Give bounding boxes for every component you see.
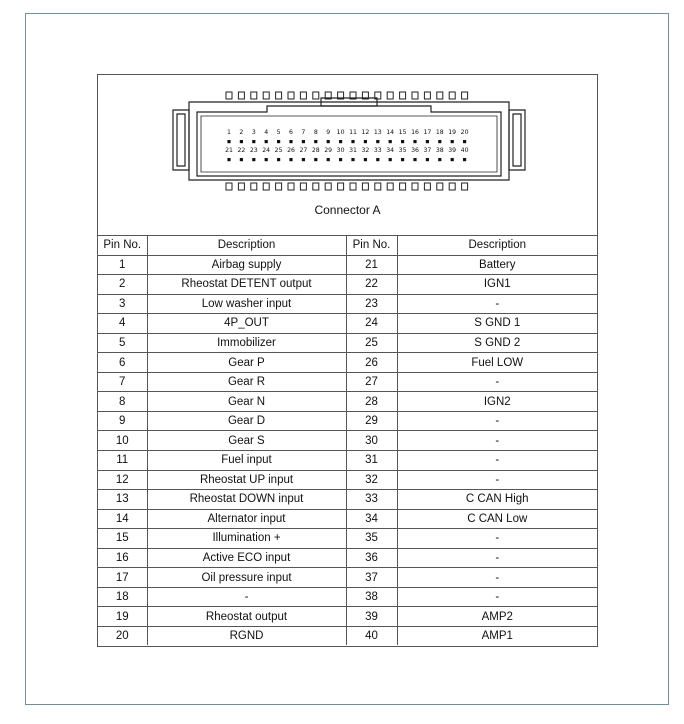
connector-tooth <box>263 92 269 99</box>
pin-dot <box>227 140 230 143</box>
connector-tooth <box>412 92 418 99</box>
connector-tooth <box>437 183 443 190</box>
pin-number-label: 7 <box>301 129 306 136</box>
pin-dot <box>389 140 392 143</box>
pin-description: Airbag supply <box>147 255 346 275</box>
table-row <box>98 392 597 412</box>
connector-tooth <box>276 183 282 190</box>
pin-dot <box>327 140 330 143</box>
table-row <box>98 529 597 549</box>
table-row <box>98 451 597 471</box>
pin-dot <box>314 140 317 143</box>
connector-tooth <box>300 92 306 99</box>
pin-description: Gear D <box>147 411 346 431</box>
pin-dot <box>240 158 243 161</box>
pin-dot <box>289 158 292 161</box>
connector-tooth <box>387 92 393 99</box>
connector-tooth <box>300 183 306 190</box>
pin-number: 13 <box>98 490 147 510</box>
pin-number: 28 <box>346 392 397 412</box>
pin-description: AMP1 <box>397 626 597 645</box>
connector-tooth <box>449 92 455 99</box>
header-description: Description <box>147 236 346 256</box>
pin-number: 12 <box>98 470 147 490</box>
table-row <box>98 607 597 627</box>
pin-number: 16 <box>98 548 147 568</box>
pin-dot <box>314 158 317 161</box>
pin-number-label: 6 <box>289 129 293 136</box>
pin-description: Rheostat DETENT output <box>147 275 346 295</box>
connector-tooth <box>325 183 331 190</box>
pin-description: C CAN High <box>397 490 597 510</box>
pin-number-label: 4 <box>264 129 269 136</box>
pin-description: - <box>397 451 597 471</box>
pin-number-label: 12 <box>361 129 370 136</box>
pin-number: 15 <box>98 529 147 549</box>
pin-number-label: 34 <box>386 147 395 154</box>
pin-dot <box>302 158 305 161</box>
pin-number: 2 <box>98 275 147 295</box>
table-row <box>98 431 597 451</box>
pin-dot <box>364 158 367 161</box>
connector-tooth <box>375 183 381 190</box>
pin-description: - <box>397 470 597 490</box>
pin-dot <box>265 158 268 161</box>
pin-dot <box>364 140 367 143</box>
connector-tooth <box>400 183 406 190</box>
pin-number: 36 <box>346 548 397 568</box>
pin-number-label: 17 <box>423 129 432 136</box>
pin-number-label: 26 <box>287 147 295 154</box>
pin-number-label: 20 <box>460 129 469 136</box>
header-pin-no-2: Pin No. <box>346 236 397 256</box>
pin-number-label: 10 <box>336 129 345 136</box>
pin-number-label: 33 <box>373 147 382 154</box>
table-row <box>98 333 597 353</box>
connector-tooth <box>313 183 319 190</box>
pin-dot <box>401 158 404 161</box>
pin-number-label: 25 <box>274 147 283 154</box>
pin-number: 14 <box>98 509 147 529</box>
pin-number: 22 <box>346 275 397 295</box>
pin-description: RGND <box>147 626 346 645</box>
pin-number-label: 40 <box>460 147 469 154</box>
pin-number-label: 24 <box>262 147 271 154</box>
pin-number-label: 19 <box>448 129 457 136</box>
pin-dot <box>426 158 429 161</box>
connector-tooth <box>338 183 344 190</box>
pin-number: 35 <box>346 529 397 549</box>
pin-description: Rheostat UP input <box>147 470 346 490</box>
pin-number-label: 39 <box>448 147 457 154</box>
connector-tooth <box>412 183 418 190</box>
pin-number-label: 15 <box>398 129 407 136</box>
pin-number-label: 16 <box>411 129 419 136</box>
pin-number-label: 27 <box>299 147 308 154</box>
pin-number-label: 38 <box>435 147 444 154</box>
pin-number: 24 <box>346 314 397 334</box>
table-row <box>98 490 597 510</box>
connector-tooth <box>424 183 430 190</box>
pin-number-label: 23 <box>249 147 258 154</box>
pin-dot <box>252 140 255 143</box>
pin-description: IGN1 <box>397 275 597 295</box>
connector-caption: Connector A <box>314 203 381 217</box>
table-row <box>98 275 597 295</box>
pin-table-header <box>98 236 597 256</box>
pin-description: Alternator input <box>147 509 346 529</box>
pin-number: 26 <box>346 353 397 373</box>
pin-dot <box>227 158 230 161</box>
pin-description: Rheostat DOWN input <box>147 490 346 510</box>
connector-tooth <box>263 183 269 190</box>
table-row <box>98 548 597 568</box>
connector-tooth <box>251 183 257 190</box>
connector-tooth <box>400 92 406 99</box>
pin-dot <box>302 140 305 143</box>
connector-tooth <box>238 183 244 190</box>
pin-description: - <box>397 294 597 314</box>
header-pin-no: Pin No. <box>98 236 147 256</box>
pin-number: 34 <box>346 509 397 529</box>
pin-description: Gear P <box>147 353 346 373</box>
pin-description: - <box>397 431 597 451</box>
pin-number-label: 3 <box>251 129 256 136</box>
pin-number: 1 <box>98 255 147 275</box>
connector-tooth <box>462 183 468 190</box>
connector-tooth <box>437 92 443 99</box>
pin-number-label: 18 <box>435 129 444 136</box>
pin-number-label: 35 <box>398 147 407 154</box>
pin-dot <box>240 140 243 143</box>
pin-description: Gear R <box>147 372 346 392</box>
connector-tooth <box>362 183 368 190</box>
pin-number: 5 <box>98 333 147 353</box>
connector-tooth <box>288 92 294 99</box>
pin-number-label: 29 <box>324 147 333 154</box>
pin-number: 21 <box>346 255 397 275</box>
pin-dot <box>265 140 268 143</box>
connector-figure <box>98 75 597 235</box>
pin-description: - <box>397 529 597 549</box>
pin-number: 32 <box>346 470 397 490</box>
table-row <box>98 372 597 392</box>
pin-dot <box>351 140 354 143</box>
pin-description: Fuel LOW <box>397 353 597 373</box>
pin-dot <box>451 158 454 161</box>
connector-tooth <box>424 92 430 99</box>
connector-a-drawing <box>171 90 527 200</box>
pin-description: Fuel input <box>147 451 346 471</box>
pin-number-label: 21 <box>225 147 233 154</box>
connector-pinout-box <box>97 74 598 647</box>
pin-description: Low washer input <box>147 294 346 314</box>
pin-number: 25 <box>346 333 397 353</box>
pin-number-label: 9 <box>326 129 331 136</box>
pin-number-label: 36 <box>411 147 419 154</box>
pin-dot <box>401 140 404 143</box>
pin-number: 19 <box>98 607 147 627</box>
pin-number: 27 <box>346 372 397 392</box>
pin-description: 4P_OUT <box>147 314 346 334</box>
connector-tooth <box>276 92 282 99</box>
pin-number-label: 30 <box>336 147 345 154</box>
pin-description: Rheostat output <box>147 607 346 627</box>
table-row <box>98 411 597 431</box>
pin-description: - <box>397 568 597 588</box>
connector-tooth <box>238 92 244 99</box>
pin-number: 31 <box>346 451 397 471</box>
pin-description: C CAN Low <box>397 509 597 529</box>
table-row <box>98 353 597 373</box>
pin-number: 11 <box>98 451 147 471</box>
pin-number: 38 <box>346 587 397 607</box>
pin-number: 37 <box>346 568 397 588</box>
connector-tooth <box>288 183 294 190</box>
pin-number: 4 <box>98 314 147 334</box>
pin-description: - <box>397 548 597 568</box>
table-row <box>98 587 597 607</box>
pin-description: Active ECO input <box>147 548 346 568</box>
pin-description: Gear S <box>147 431 346 451</box>
pin-number: 29 <box>346 411 397 431</box>
pin-description: - <box>147 587 346 607</box>
pin-number: 18 <box>98 587 147 607</box>
pin-number: 20 <box>98 626 147 645</box>
pin-number-label: 28 <box>311 147 320 154</box>
table-row <box>98 294 597 314</box>
connector-tooth <box>387 183 393 190</box>
pin-description: Gear N <box>147 392 346 412</box>
table-row <box>98 509 597 529</box>
pin-dot <box>438 140 441 143</box>
pin-description: IGN2 <box>397 392 597 412</box>
pin-number-label: 22 <box>237 147 246 154</box>
pin-description: - <box>397 587 597 607</box>
pin-dot <box>351 158 354 161</box>
pin-number: 23 <box>346 294 397 314</box>
pin-number: 7 <box>98 372 147 392</box>
pin-number-label: 14 <box>386 129 395 136</box>
pin-description: S GND 1 <box>397 314 597 334</box>
pin-description: Oil pressure input <box>147 568 346 588</box>
pin-dot <box>289 140 292 143</box>
pin-dot <box>252 158 255 161</box>
pin-description: AMP2 <box>397 607 597 627</box>
pin-description: Illumination + <box>147 529 346 549</box>
pin-number: 8 <box>98 392 147 412</box>
pin-description: S GND 2 <box>397 333 597 353</box>
pin-number-label: 1 <box>227 129 231 136</box>
pin-dot <box>463 158 466 161</box>
pin-dot <box>339 140 342 143</box>
connector-tooth <box>226 183 232 190</box>
pin-number-label: 32 <box>361 147 370 154</box>
pin-number: 10 <box>98 431 147 451</box>
pin-number-label: 31 <box>349 147 357 154</box>
pin-dot <box>339 158 342 161</box>
pin-number: 33 <box>346 490 397 510</box>
pin-dot <box>413 140 416 143</box>
connector-tooth <box>350 183 356 190</box>
pin-number-label: 13 <box>373 129 382 136</box>
pin-table <box>98 235 597 645</box>
table-row <box>98 568 597 588</box>
pin-number: 39 <box>346 607 397 627</box>
connector-tooth <box>226 92 232 99</box>
pin-description: - <box>397 372 597 392</box>
table-row <box>98 470 597 490</box>
pin-dot <box>277 140 280 143</box>
pin-number-label: 37 <box>423 147 432 154</box>
header-description-2: Description <box>397 236 597 256</box>
pin-number-label: 5 <box>276 129 281 136</box>
pin-number: 3 <box>98 294 147 314</box>
pin-dot <box>438 158 441 161</box>
pin-number: 40 <box>346 626 397 645</box>
pin-number-label: 8 <box>313 129 318 136</box>
pin-dot <box>389 158 392 161</box>
pin-dot <box>463 140 466 143</box>
connector-tooth <box>251 92 257 99</box>
pin-number-label: 2 <box>239 129 244 136</box>
pin-description: Battery <box>397 255 597 275</box>
table-row <box>98 255 597 275</box>
connector-tooth <box>313 92 319 99</box>
connector-tooth <box>449 183 455 190</box>
pin-number-label: 11 <box>349 129 357 136</box>
table-row <box>98 314 597 334</box>
pin-dot <box>327 158 330 161</box>
pin-dot <box>413 158 416 161</box>
pin-dot <box>376 158 379 161</box>
pin-number: 6 <box>98 353 147 373</box>
pin-dot <box>277 158 280 161</box>
pin-description: - <box>397 411 597 431</box>
pin-number: 17 <box>98 568 147 588</box>
pin-dot <box>451 140 454 143</box>
pin-number: 9 <box>98 411 147 431</box>
pin-number: 30 <box>346 431 397 451</box>
connector-tooth <box>462 92 468 99</box>
pin-description: Immobilizer <box>147 333 346 353</box>
pin-dot <box>376 140 379 143</box>
table-row <box>98 626 597 645</box>
pin-dot <box>426 140 429 143</box>
